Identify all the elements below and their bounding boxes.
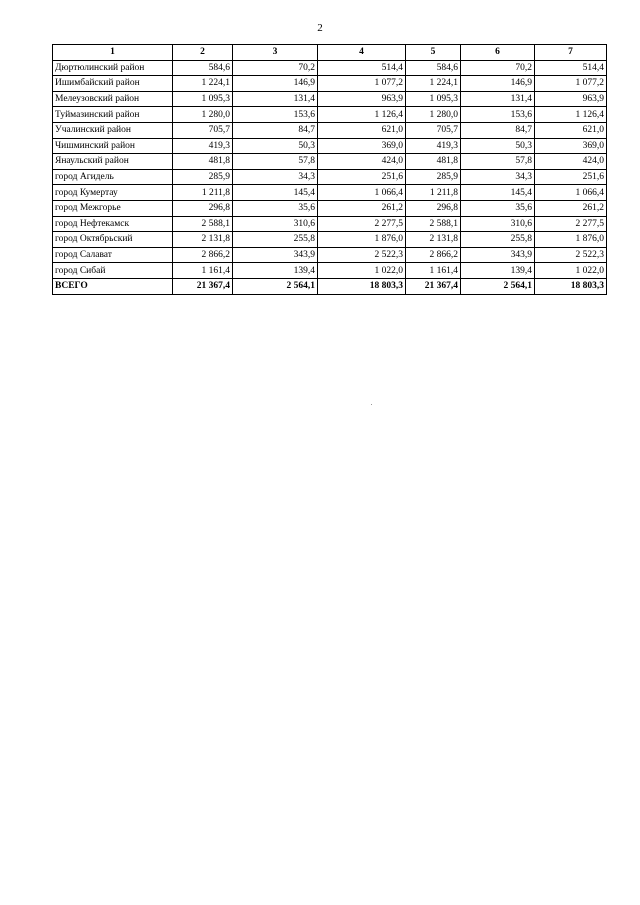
table-cell: 57,8	[461, 154, 535, 170]
row-label: город Агидель	[53, 169, 173, 185]
table-cell: 296,8	[173, 200, 233, 216]
total-cell: 2 564,1	[233, 278, 318, 294]
row-label: город Межгорье	[53, 200, 173, 216]
table-cell: 251,6	[318, 169, 406, 185]
total-cell: 18 803,3	[535, 278, 607, 294]
page-number: 2	[317, 22, 323, 34]
table-cell: 419,3	[406, 138, 461, 154]
table-cell: 146,9	[233, 76, 318, 92]
table-row	[53, 154, 607, 170]
table-cell: 145,4	[233, 185, 318, 201]
row-label: Мелеузовский район	[53, 91, 173, 107]
table-cell: 2 131,8	[173, 232, 233, 248]
table-cell: 1 224,1	[406, 76, 461, 92]
table-cell: 2 866,2	[173, 247, 233, 263]
table-cell: 1 280,0	[173, 107, 233, 123]
column-header: 3	[233, 45, 318, 61]
table-cell: 481,8	[173, 154, 233, 170]
table-cell: 310,6	[233, 216, 318, 232]
table-cell: 424,0	[535, 154, 607, 170]
table-cell: 1 095,3	[406, 91, 461, 107]
table-cell: 2 866,2	[406, 247, 461, 263]
table-cell: 131,4	[461, 91, 535, 107]
table-cell: 705,7	[406, 122, 461, 138]
total-cell: 2 564,1	[461, 278, 535, 294]
table-cell: 369,0	[318, 138, 406, 154]
table-row	[53, 138, 607, 154]
table-cell: 963,9	[318, 91, 406, 107]
table-row	[53, 216, 607, 232]
table-cell: 343,9	[233, 247, 318, 263]
row-label: город Нефтекамск	[53, 216, 173, 232]
table-row	[53, 91, 607, 107]
table-cell: 84,7	[461, 122, 535, 138]
table-cell: 50,3	[233, 138, 318, 154]
table-cell: 621,0	[318, 122, 406, 138]
table-cell: 50,3	[461, 138, 535, 154]
table-row	[53, 76, 607, 92]
table-cell: 1 161,4	[406, 263, 461, 279]
table-cell: 34,3	[233, 169, 318, 185]
table-cell: 1 876,0	[318, 232, 406, 248]
table-cell: 139,4	[461, 263, 535, 279]
column-header: 2	[173, 45, 233, 61]
table-cell: 251,6	[535, 169, 607, 185]
table-cell: 514,4	[318, 60, 406, 76]
table-cell: 424,0	[318, 154, 406, 170]
row-label: Чишминский район	[53, 138, 173, 154]
table-cell: 255,8	[233, 232, 318, 248]
table-cell: 705,7	[173, 122, 233, 138]
table-cell: 35,6	[461, 200, 535, 216]
row-label: Янаульский район	[53, 154, 173, 170]
row-label: Дюртюлинский район	[53, 60, 173, 76]
table-cell: 963,9	[535, 91, 607, 107]
column-header: 4	[318, 45, 406, 61]
table-cell: 1 224,1	[173, 76, 233, 92]
table-cell: 1 126,4	[318, 107, 406, 123]
table-cell: 1 095,3	[173, 91, 233, 107]
table-cell: 146,9	[461, 76, 535, 92]
table-row	[53, 232, 607, 248]
table-cell: 2 277,5	[318, 216, 406, 232]
table-cell: 35,6	[233, 200, 318, 216]
row-label: Учалинский район	[53, 122, 173, 138]
row-label: город Кумертау	[53, 185, 173, 201]
table-row	[53, 169, 607, 185]
table-cell: 584,6	[173, 60, 233, 76]
table-cell: 1 211,8	[173, 185, 233, 201]
table-cell: 145,4	[461, 185, 535, 201]
table-cell: 514,4	[535, 60, 607, 76]
table-cell: 369,0	[535, 138, 607, 154]
total-row	[53, 278, 607, 294]
table-cell: 1 077,2	[318, 76, 406, 92]
table-cell: 2 588,1	[173, 216, 233, 232]
table-cell: 34,3	[461, 169, 535, 185]
table-cell: 261,2	[535, 200, 607, 216]
table-cell: 2 588,1	[406, 216, 461, 232]
table-row	[53, 185, 607, 201]
table-cell: 1 876,0	[535, 232, 607, 248]
column-header: 7	[535, 45, 607, 61]
table-cell: 481,8	[406, 154, 461, 170]
table-cell: 296,8	[406, 200, 461, 216]
table-row	[53, 263, 607, 279]
table-cell: 1 211,8	[406, 185, 461, 201]
table-cell: 2 131,8	[406, 232, 461, 248]
table-cell: 285,9	[406, 169, 461, 185]
table-cell: 419,3	[173, 138, 233, 154]
total-cell: 21 367,4	[406, 278, 461, 294]
table-cell: 310,6	[461, 216, 535, 232]
total-label: ВСЕГО	[53, 278, 173, 294]
table-cell: 1 280,0	[406, 107, 461, 123]
table-cell: 131,4	[233, 91, 318, 107]
row-label: город Салават	[53, 247, 173, 263]
table-cell: 2 522,3	[318, 247, 406, 263]
table-cell: 343,9	[461, 247, 535, 263]
column-header: 1	[53, 45, 173, 61]
column-header: 6	[461, 45, 535, 61]
table-cell: 1 066,4	[318, 185, 406, 201]
table-cell: 153,6	[233, 107, 318, 123]
table-cell: 2 277,5	[535, 216, 607, 232]
table-cell: 261,2	[318, 200, 406, 216]
table-cell: 584,6	[406, 60, 461, 76]
table-body	[53, 60, 607, 294]
table-row	[53, 200, 607, 216]
table-row	[53, 247, 607, 263]
scan-dot	[371, 404, 372, 405]
table-row	[53, 107, 607, 123]
table-cell: 153,6	[461, 107, 535, 123]
table-cell: 1 161,4	[173, 263, 233, 279]
table-row	[53, 122, 607, 138]
table-cell: 285,9	[173, 169, 233, 185]
table-cell: 255,8	[461, 232, 535, 248]
total-cell: 18 803,3	[318, 278, 406, 294]
row-label: город Октябрьский	[53, 232, 173, 248]
table-cell: 1 077,2	[535, 76, 607, 92]
table-cell: 1 022,0	[535, 263, 607, 279]
row-label: Ишимбайский район	[53, 76, 173, 92]
table-cell: 70,2	[461, 60, 535, 76]
table-cell: 2 522,3	[535, 247, 607, 263]
column-header: 5	[406, 45, 461, 61]
header-row	[53, 45, 607, 61]
data-table	[52, 44, 607, 295]
table-cell: 57,8	[233, 154, 318, 170]
table-cell: 139,4	[233, 263, 318, 279]
table-cell: 1 066,4	[535, 185, 607, 201]
table-cell: 1 126,4	[535, 107, 607, 123]
row-label: Туймазинский район	[53, 107, 173, 123]
table-cell: 621,0	[535, 122, 607, 138]
table-cell: 84,7	[233, 122, 318, 138]
table-cell: 70,2	[233, 60, 318, 76]
table-row	[53, 60, 607, 76]
total-cell: 21 367,4	[173, 278, 233, 294]
row-label: город Сибай	[53, 263, 173, 279]
table-cell: 1 022,0	[318, 263, 406, 279]
